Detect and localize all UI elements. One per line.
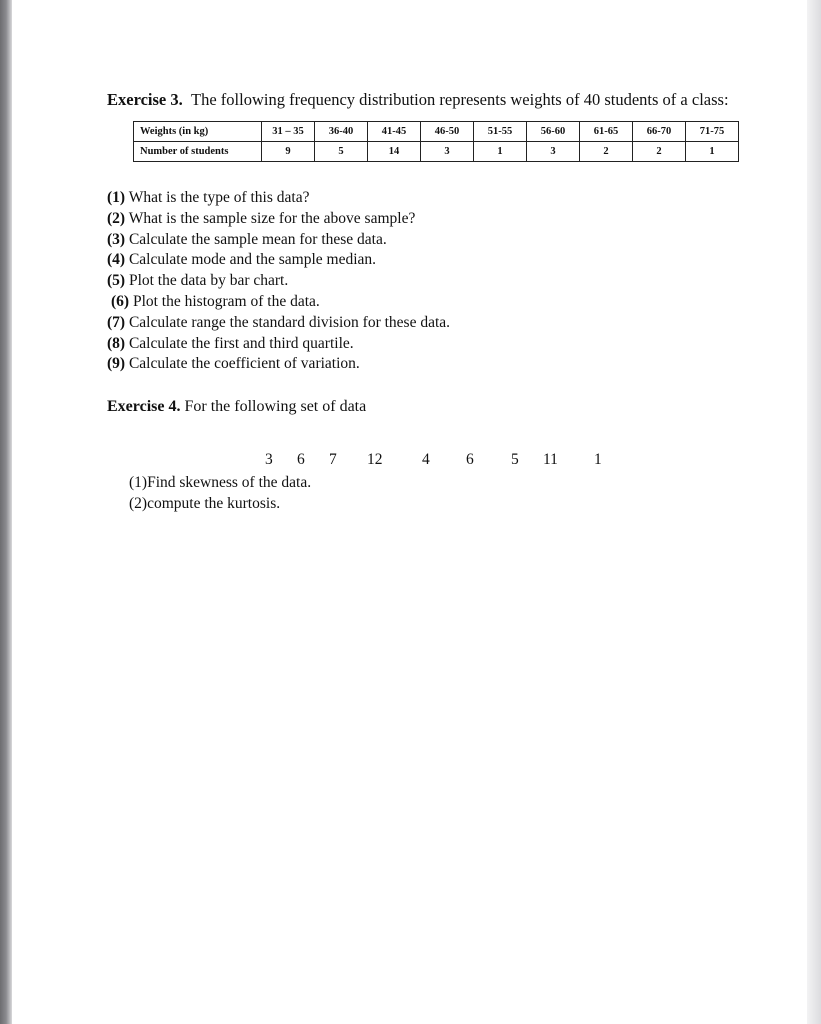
table-cell: 46-50 — [421, 122, 474, 142]
question-item — [107, 271, 767, 292]
question-text: Calculate the first and third quartile. — [128, 334, 354, 352]
document-page — [12, 0, 807, 1024]
question-item — [107, 209, 767, 230]
question-number: (4) — [107, 251, 126, 269]
exercise-3-text: The following frequency distribution represents weights of 40 students of a class: — [191, 90, 729, 109]
table-cell: 9 — [262, 142, 315, 162]
question-number: (5) — [107, 272, 126, 290]
row-header-counts: Number of students — [134, 142, 262, 162]
row-header-weights: Weights (in kg) — [134, 122, 262, 142]
frequency-table — [133, 121, 739, 162]
data-values-row — [107, 451, 767, 472]
data-value: 11 — [543, 451, 558, 469]
table-cell: 5 — [315, 142, 368, 162]
question-number: (7) — [107, 313, 126, 331]
table-row-counts — [134, 142, 739, 162]
question-number: (2) — [107, 209, 126, 227]
table-cell: 36-40 — [315, 122, 368, 142]
data-value: 6 — [466, 451, 474, 469]
question-item — [107, 354, 767, 375]
question-item — [107, 250, 767, 271]
table-cell: 14 — [368, 142, 421, 162]
data-value: 5 — [511, 451, 519, 469]
exercise-4-question: (2)compute the kurtosis. — [129, 495, 281, 513]
data-value: 12 — [367, 451, 383, 469]
table-cell: 3 — [527, 142, 580, 162]
table-cell: 66-70 — [633, 122, 686, 142]
table-cell: 51-55 — [474, 122, 527, 142]
question-text: Calculate range the standard division for these data. — [128, 313, 451, 331]
exercise-3-heading — [107, 89, 767, 110]
exercise-3-label: Exercise 3. — [107, 90, 183, 109]
question-number: (1) — [107, 189, 126, 206]
question-item — [107, 188, 767, 209]
table-cell: 2 — [580, 142, 633, 162]
exercise-4-question: (1)Find skewness of the data. — [129, 474, 312, 492]
exercise-4-label: Exercise 4. — [107, 398, 181, 416]
data-value: 1 — [594, 451, 602, 469]
data-value: 6 — [297, 451, 305, 469]
question-text: Plot the data by bar chart. — [128, 272, 289, 290]
exercise-4-heading — [107, 396, 767, 417]
table-cell: 31 – 35 — [262, 122, 315, 142]
data-value: 4 — [422, 451, 430, 469]
exercise-4-text: For the following set of data — [184, 398, 367, 416]
question-number: (9) — [107, 355, 126, 373]
question-text: What is the type of this data? — [128, 189, 310, 206]
table-cell: 56-60 — [527, 122, 580, 142]
data-value: 3 — [265, 451, 273, 469]
viewer-right-edge — [807, 0, 821, 1024]
question-text: Calculate the sample mean for these data. — [128, 230, 387, 248]
question-number: (6) — [111, 292, 130, 310]
table-cell: 71-75 — [686, 122, 739, 142]
question-item — [107, 313, 767, 334]
table-cell: 61-65 — [580, 122, 633, 142]
table-cell: 2 — [633, 142, 686, 162]
question-text: What is the sample size for the above sample? — [128, 209, 416, 227]
question-item — [107, 230, 767, 251]
question-text: Calculate the coefficient of variation. — [128, 355, 360, 373]
table-cell: 1 — [686, 142, 739, 162]
table-row-weights — [134, 122, 739, 142]
table-cell: 1 — [474, 142, 527, 162]
question-text: Calculate mode and the sample median. — [128, 251, 377, 269]
exercise-3-questions — [107, 188, 767, 375]
question-text: Plot the histogram of the data. — [132, 292, 320, 310]
question-item — [107, 292, 767, 313]
viewer-left-edge — [0, 0, 12, 1024]
question-number: (8) — [107, 334, 126, 352]
question-item — [107, 334, 767, 355]
table-cell: 41-45 — [368, 122, 421, 142]
question-number: (3) — [107, 230, 126, 248]
table-cell: 3 — [421, 142, 474, 162]
document-content — [107, 89, 767, 514]
data-value: 7 — [329, 451, 337, 469]
